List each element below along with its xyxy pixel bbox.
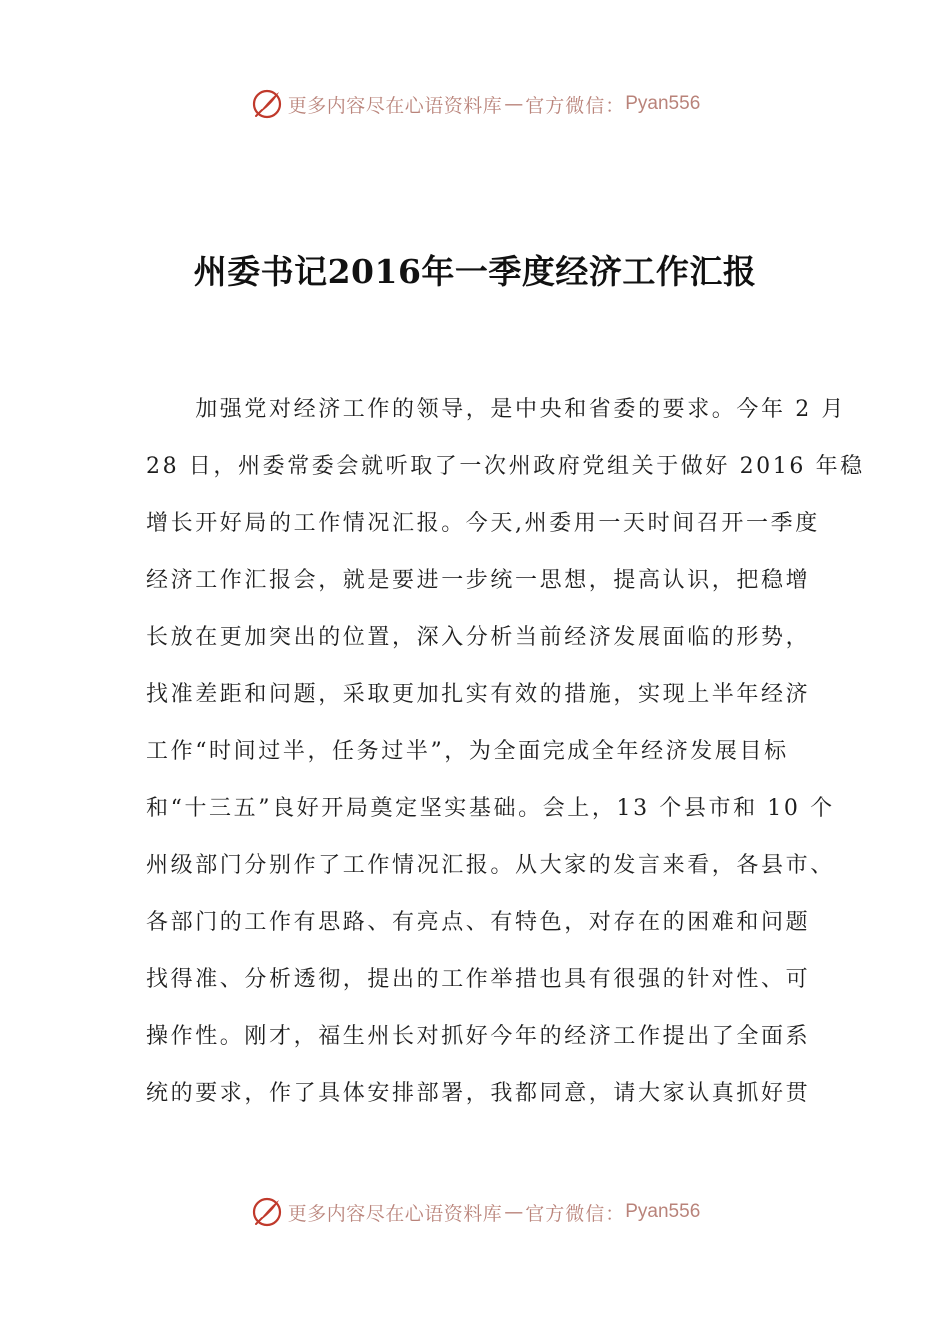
paragraph-line: 经济工作汇报会，就是要进一步统一思想，提高认识，把稳增 [146,568,811,593]
document-body [146,387,865,1128]
watermark-site-name: 更多内容尽在心语资料库 [287,1202,503,1225]
watermark-header [0,84,950,124]
watermark-wechat-label: 官方微信： [525,1202,626,1225]
paragraph-line: 各部门的工作有思路、有亮点、有特色，对存在的困难和问题 [146,910,811,935]
document-title: 州委书记2016年一季度经济工作汇报 [193,252,757,291]
watermark-dash: — [504,1201,524,1223]
paragraph-line: 长放在更加突出的位置，深入分析当前经济发展面临的形势， [146,625,811,650]
paragraph-line: 州级部门分别作了工作情况汇报。从大家的发言来看，各县市、 [146,853,835,878]
watermark-dash: — [504,93,524,115]
paragraph-line: 找准差距和问题，采取更加扎实有效的措施，实现上半年经济 [146,682,811,707]
paragraph-line: 统的要求，作了具体安排部署，我都同意，请大家认真抓好贯 [146,1081,811,1106]
paragraph-line: 找得准、分析透彻，提出的工作举措也具有很强的针对性、可 [146,967,811,992]
paragraph-line: 加强党对经济工作的领导，是中央和省委的要求。今年 2 月 [146,397,846,422]
paragraph-line: 操作性。刚才，福生州长对抓好今年的经济工作提出了全面系 [146,1024,811,1049]
paragraph-line: 和“十三五”良好开局奠定坚实基础。会上，13 个县市和 10 个 [146,796,835,821]
paragraph-line: 28 日，州委常委会就听取了一次州政府党组关于做好 2016 年稳 [146,454,865,479]
watermark-wechat-handle: Pyan556 [625,93,701,114]
feather-pen-logo-icon [250,1195,284,1229]
watermark-wechat-label: 官方微信： [525,94,626,117]
paragraph-line: 工作“时间过半，任务过半”，为全面完成全年经济发展目标 [146,739,789,764]
feather-pen-logo-icon [250,87,284,121]
watermark-footer [0,1192,950,1232]
watermark-site-name: 更多内容尽在心语资料库 [287,94,503,117]
paragraph-line: 增长开好局的工作情况汇报。今天,州委用一天时间召开一季度 [146,511,820,536]
watermark-wechat-handle: Pyan556 [625,1201,701,1222]
